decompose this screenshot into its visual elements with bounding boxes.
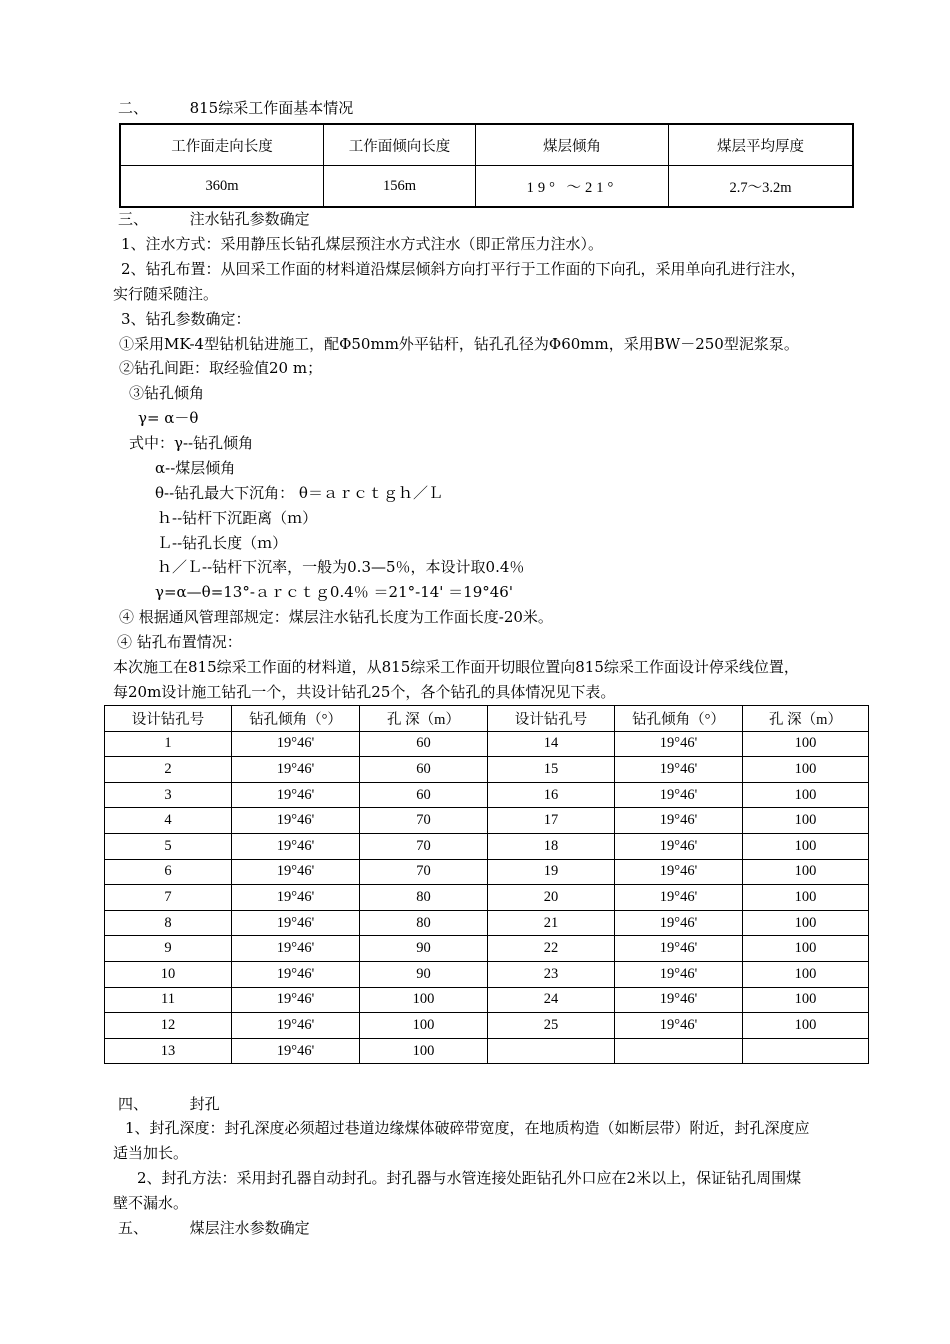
paragraph-layout-line1: 2、钻孔布置：从回采工作面的材料道沿煤层倾斜方向打平行于工作面的下向孔，采用单向孔进行注水， <box>121 260 806 278</box>
table-cell: 100 <box>743 1013 869 1039</box>
table-row <box>105 731 869 757</box>
section5-title: 煤层注水参数确定 <box>189 1219 310 1237</box>
table-row <box>105 808 869 834</box>
table-cell: 19°46' <box>232 731 360 757</box>
table1-cell: 360m <box>120 166 324 208</box>
table-cell: 19°46' <box>615 936 743 962</box>
table-cell: 70 <box>360 833 488 859</box>
table-cell: 19°46' <box>232 808 360 834</box>
table-cell: 19°46' <box>615 885 743 911</box>
table-cell: 4 <box>105 808 232 834</box>
table-cell: 19°46' <box>232 782 360 808</box>
table-cell: 19°46' <box>232 1038 360 1064</box>
table-cell: 19°46' <box>615 757 743 783</box>
table-row <box>105 936 869 962</box>
drill-hole-table <box>104 705 869 1064</box>
table-cell: 19°46' <box>615 833 743 859</box>
table-cell: 20 <box>488 885 615 911</box>
table-cell: 90 <box>360 936 488 962</box>
table-cell: 70 <box>360 859 488 885</box>
table-cell: 60 <box>360 757 488 783</box>
paragraph-seal-method-line2: 壁不漏水。 <box>113 1194 189 1212</box>
table-cell: 100 <box>743 987 869 1013</box>
table-cell: 19°46' <box>615 808 743 834</box>
table-cell: 60 <box>360 731 488 757</box>
formula-main: γ= α－θ <box>138 409 199 427</box>
table-cell: 19°46' <box>232 757 360 783</box>
table1-header: 工作面走向长度 <box>120 124 324 166</box>
formula-result: γ=α—θ=13°-ａｒｃｔｇ0.4％ ＝21°-14' ＝19°46' <box>155 583 513 601</box>
paragraph-params-heading: 3、钻孔参数确定： <box>121 310 251 328</box>
table-cell: 2 <box>105 757 232 783</box>
table-cell: 11 <box>105 987 232 1013</box>
table-cell: 100 <box>743 936 869 962</box>
table-cell: 100 <box>360 1013 488 1039</box>
section4-number: 四、 <box>118 1095 149 1113</box>
table-cell: 3 <box>105 782 232 808</box>
table-cell: 9 <box>105 936 232 962</box>
paragraph-construction-line1: 本次施工在815综采工作面的材料道，从815综采工作面开切眼位置向815综采工作面设计停采线位置， <box>113 658 799 676</box>
table-row <box>105 782 869 808</box>
table-row <box>105 961 869 987</box>
table-cell: 19°46' <box>615 782 743 808</box>
table2-header: 钻孔倾角（°） <box>232 706 360 732</box>
table1-cell: 156m <box>324 166 476 208</box>
table2-header: 孔 深（m） <box>360 706 488 732</box>
table-cell <box>488 1038 615 1064</box>
table-cell: 19°46' <box>232 910 360 936</box>
table-cell: 19°46' <box>232 885 360 911</box>
table-row <box>105 859 869 885</box>
table-cell: 19°46' <box>232 936 360 962</box>
table-row <box>105 757 869 783</box>
formula-alpha: α--煤层倾角 <box>155 459 236 477</box>
table-cell: 100 <box>743 885 869 911</box>
table2-header-row <box>105 706 869 732</box>
formula-ratio: ｈ／Ｌ--钻杆下沉率，一般为0.3—5％，本设计取0.4％ <box>157 558 525 576</box>
table-cell <box>615 1038 743 1064</box>
table-cell: 19°46' <box>232 1013 360 1039</box>
table-cell: 19°46' <box>232 961 360 987</box>
table-cell: 100 <box>743 961 869 987</box>
table-row <box>105 987 869 1013</box>
paragraph-drill-spacing: ②钻孔间距：取经验值20 m； <box>119 359 323 377</box>
table-cell: 7 <box>105 885 232 911</box>
table-cell: 90 <box>360 961 488 987</box>
paragraph-seal-method-line1: 2、封孔方法：采用封孔器自动封孔。封孔器与水管连接处距钻孔外口应在2米以上，保证钻孔周围煤 <box>137 1169 802 1187</box>
table-cell: 19°46' <box>615 731 743 757</box>
table-cell: 100 <box>743 859 869 885</box>
table-cell: 19 <box>488 859 615 885</box>
table-cell: 100 <box>743 782 869 808</box>
table-cell: 60 <box>360 782 488 808</box>
table1-cell: 2.7～3.2m <box>669 166 854 208</box>
paragraph-layout-line2: 实行随采随注。 <box>113 285 219 303</box>
table-cell: 100 <box>743 731 869 757</box>
section2-title: 815综采工作面基本情况 <box>189 99 354 117</box>
paragraph-drill-equipment: ①采用MK-4型钻机钻进施工，配Φ50mm外平钻杆，钻孔孔径为Φ60mm，采用BW－250型泥浆泵。 <box>119 335 799 353</box>
table1-value-row <box>120 166 853 208</box>
table-cell: 19°46' <box>615 910 743 936</box>
table-cell: 100 <box>360 1038 488 1064</box>
table-cell: 19°46' <box>232 987 360 1013</box>
table-cell: 19°46' <box>615 987 743 1013</box>
table-cell: 19°46' <box>615 961 743 987</box>
table-cell: 70 <box>360 808 488 834</box>
table-cell: 25 <box>488 1013 615 1039</box>
table-cell: 100 <box>743 808 869 834</box>
section5-number: 五、 <box>118 1219 149 1237</box>
table1-header-row <box>120 124 853 166</box>
table-row <box>105 833 869 859</box>
table-cell: 19°46' <box>232 859 360 885</box>
table-cell: 100 <box>743 833 869 859</box>
paragraph-ventilation-rule: ④ 根据通风管理部规定：煤层注水钻孔长度为工作面长度-20米。 <box>119 608 553 626</box>
table-cell: 17 <box>488 808 615 834</box>
table2-header: 设计钻孔号 <box>105 706 232 732</box>
table2-header: 设计钻孔号 <box>488 706 615 732</box>
table-cell: 10 <box>105 961 232 987</box>
section3-title: 注水钻孔参数确定 <box>189 210 310 228</box>
table2-header: 钻孔倾角（°） <box>615 706 743 732</box>
section4-title: 封孔 <box>189 1095 220 1113</box>
table-cell: 80 <box>360 910 488 936</box>
table-cell: 19°46' <box>232 833 360 859</box>
table-cell: 80 <box>360 885 488 911</box>
formula-h: ｈ--钻杆下沉距离（ｍ） <box>157 509 318 527</box>
table-row <box>105 885 869 911</box>
table-row <box>105 910 869 936</box>
section5-heading <box>118 1218 310 1238</box>
workface-info-table <box>119 123 854 208</box>
table-row <box>105 1013 869 1039</box>
table1-header: 工作面倾向长度 <box>324 124 476 166</box>
table-cell: 15 <box>488 757 615 783</box>
table-cell: 6 <box>105 859 232 885</box>
table-cell: 5 <box>105 833 232 859</box>
table-cell: 1 <box>105 731 232 757</box>
paragraph-seal-depth-line2: 适当加长。 <box>113 1144 189 1162</box>
paragraph-construction-line2: 每20m设计施工钻孔一个，共设计钻孔25个，各个钻孔的具体情况见下表。 <box>113 683 616 701</box>
section2-number: 二、 <box>118 99 149 117</box>
paragraph-layout-situation: ④ 钻孔布置情况： <box>117 633 242 651</box>
section2-heading <box>118 98 353 118</box>
table2-header: 孔 深（m） <box>743 706 869 732</box>
table-cell: 13 <box>105 1038 232 1064</box>
table-cell <box>743 1038 869 1064</box>
table-cell: 100 <box>360 987 488 1013</box>
formula-where-gamma: 式中：γ--钻孔倾角 <box>129 434 254 452</box>
table-cell: 19°46' <box>615 1013 743 1039</box>
table-cell: 19°46' <box>615 859 743 885</box>
formula-theta: θ--钻孔最大下沉角： θ＝ａｒｃｔｇｈ／Ｌ <box>155 484 443 502</box>
formula-L: Ｌ--钻孔长度（ｍ） <box>157 534 288 552</box>
table1-header: 煤层倾角 <box>476 124 669 166</box>
table-cell: 18 <box>488 833 615 859</box>
section4-heading <box>118 1094 220 1114</box>
table2-body <box>105 731 869 1064</box>
table-cell: 100 <box>743 757 869 783</box>
table1-cell: 19° ～21° <box>476 166 669 208</box>
table-cell: 23 <box>488 961 615 987</box>
table-cell: 100 <box>743 910 869 936</box>
paragraph-injection-method: 1、注水方式：采用静压长钻孔煤层预注水方式注水（即正常压力注水）。 <box>121 235 604 253</box>
table-cell: 24 <box>488 987 615 1013</box>
paragraph-seal-depth-line1: 1、封孔深度：封孔深度必须超过巷道边缘煤体破碎带宽度，在地质构造（如断层带）附近，封孔深度应 <box>125 1119 810 1137</box>
table1-header: 煤层平均厚度 <box>669 124 854 166</box>
table-cell: 12 <box>105 1013 232 1039</box>
table-cell: 14 <box>488 731 615 757</box>
table-cell: 22 <box>488 936 615 962</box>
table-cell: 8 <box>105 910 232 936</box>
table-cell: 16 <box>488 782 615 808</box>
paragraph-drill-angle: ③钻孔倾角 <box>129 384 205 402</box>
section3-heading <box>118 209 310 229</box>
section3-number: 三、 <box>118 210 149 228</box>
table-row <box>105 1038 869 1064</box>
table-cell: 21 <box>488 910 615 936</box>
